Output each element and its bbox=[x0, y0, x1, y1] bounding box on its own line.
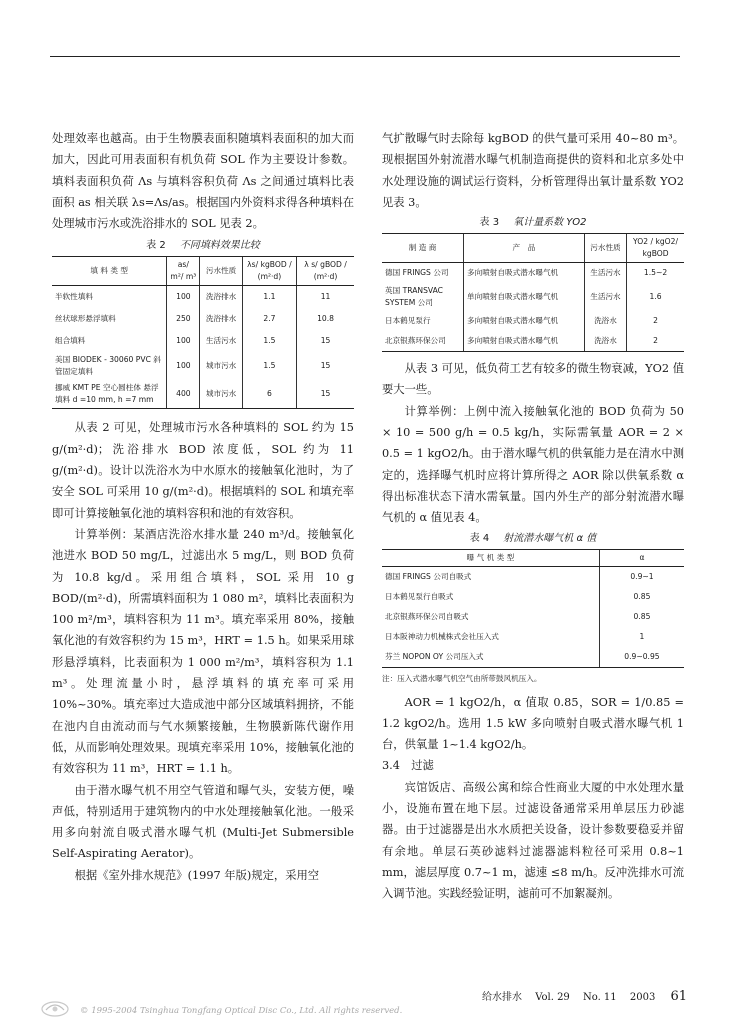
table-row bbox=[382, 283, 684, 311]
table-cell: 1.5 bbox=[242, 330, 296, 352]
table-row bbox=[382, 587, 684, 607]
paragraph: 计算举例：上例中流入接触氧化池的 BOD 负荷为 50 × 10 = 500 g/h = 0.5 kg/h，实际需氧量 AOR = 2 × 0.5 = 1 kgO2/h。由于潜水曝气机的供氧能力是在清水中测定的，选择曝气机时应将计算所得之 AOR 除以供氧系数 α 得出标准状态下清水需氧量。国内外生产的部分射流潜水曝气机的 α 值见表 4。 bbox=[382, 404, 684, 525]
publisher-logo-icon bbox=[40, 998, 70, 1018]
section-heading: 3.4 过滤 bbox=[382, 759, 434, 773]
table-row bbox=[382, 331, 684, 352]
table-row bbox=[382, 627, 684, 647]
left-column bbox=[52, 128, 354, 886]
table3-header: YO2 / kgO2/ kgBOD bbox=[627, 234, 684, 263]
table-cell: 生活污水 bbox=[200, 330, 242, 352]
table-row bbox=[52, 352, 354, 380]
table-cell: 6 bbox=[242, 380, 296, 409]
table-cell: 城市污水 bbox=[200, 352, 242, 380]
table4-header: 曝 气 机 类 型 bbox=[382, 549, 599, 566]
table2-header: 污水性质 bbox=[200, 257, 242, 286]
table-row bbox=[52, 380, 354, 409]
table-cell: 15 bbox=[297, 330, 354, 352]
table-cell: 日本鹤见泵行 bbox=[385, 316, 431, 326]
table4-note: 注：压入式潜水曝气机空气由所带鼓风机压入。 bbox=[382, 673, 542, 683]
table-row bbox=[382, 647, 684, 668]
table-cell: 1.5 bbox=[242, 352, 296, 380]
table-cell: 德国 FRINGS 公司自吸式 bbox=[385, 571, 472, 581]
table-cell: 多向喷射自吸式潜水曝气机 bbox=[464, 331, 585, 352]
table-cell: 洗浴水 bbox=[584, 311, 626, 331]
table-cell: 城市污水 bbox=[200, 380, 242, 409]
table-cell: 2 bbox=[627, 331, 684, 352]
copyright-notice: © 1995-2004 Tsinghua Tongfang Optical Disc Co., Ltd. All rights reserved. bbox=[80, 1006, 403, 1016]
table-cell: 2.7 bbox=[242, 308, 296, 330]
table-cell: 100 bbox=[167, 286, 200, 309]
journal-year: 2003 bbox=[629, 992, 656, 1003]
table-cell: 0.85 bbox=[599, 607, 684, 627]
table2-header: λ s/ gBOD / (m²·d) bbox=[297, 257, 354, 286]
table-row bbox=[382, 263, 684, 284]
table-row bbox=[382, 607, 684, 627]
table3-header: 制 造 商 bbox=[382, 234, 464, 263]
journal-name: 给水排水 bbox=[482, 992, 522, 1003]
table-cell: 15 bbox=[297, 380, 354, 409]
table-cell: 1.6 bbox=[627, 283, 684, 311]
paragraph: 根据《室外排水规范》(1997 年版)规定，采用空 bbox=[74, 868, 320, 882]
table-cell: 洗浴排水 bbox=[200, 286, 242, 309]
table-cell: 德国 FRINGS 公司 bbox=[385, 268, 449, 278]
table-cell: 生活污水 bbox=[584, 263, 626, 284]
journal-number: No. 11 bbox=[582, 992, 617, 1003]
paragraph: 宾馆饭店、高级公寓和综合性商业大厦的中水处理水量小，设施布置在地下层。过滤设备通常采用单层压力砂滤器。由于过滤器是出水水质把关设备，设计参数要稳妥并留有余地。单层石英砂滤料过滤器滤料粒径可采用 0.8~1 mm，滤层厚度 0.7~1 m，滤速 ≤8 m/h。反冲洗排水可流入调节池。实践经验证明，滤前可不加絮凝剂。 bbox=[382, 780, 684, 901]
journal-volume: Vol. 29 bbox=[535, 992, 570, 1003]
paragraph: 从表 2 可见，处理城市污水各种填料的 SOL 约为 15 g/(m²·d)；洗浴排水 BOD 浓度低，SOL 约为 11 g/(m²·d)。设计以洗浴水为中水原水的接触氧化池时，为了安全 SOL 可采用 10 g/(m²·d)。根据填料的 SOL 和填充率即可计算接触氧化池的填料容积和池的有效容积。 bbox=[52, 421, 354, 520]
table-cell: 多向喷射自吸式潜水曝气机 bbox=[464, 263, 585, 284]
table-cell: 15 bbox=[297, 352, 354, 380]
table2-caption bbox=[52, 236, 354, 256]
table2-header: 填 料 类 型 bbox=[52, 257, 167, 286]
table2 bbox=[52, 256, 354, 409]
table4-title: 射流潜水曝气机 α 值 bbox=[503, 532, 597, 544]
table2-header: as/ m²/ m³ bbox=[167, 257, 200, 286]
table4-number: 表 4 bbox=[469, 532, 490, 544]
table-cell: 北京银燕环保公司 bbox=[382, 331, 464, 352]
table-cell: 半软性填料 bbox=[55, 292, 93, 302]
table2-number: 表 2 bbox=[146, 240, 166, 252]
paragraph: 由于潜水曝气机不用空气管道和曝气头，安装方便，噪声低，特别适用于建筑物内的中水处理接触氧化池。一般采用多向射流自吸式潜水曝气机 (Multi-Jet Submersible Self-Aspirating Aerator)。 bbox=[52, 783, 354, 861]
table-row bbox=[52, 308, 354, 330]
table-cell: 11 bbox=[297, 286, 354, 309]
table-cell: 0.9~1 bbox=[599, 566, 684, 587]
table-cell: 2 bbox=[627, 311, 684, 331]
table3-caption bbox=[382, 213, 684, 233]
table-cell: 250 bbox=[167, 308, 200, 330]
table-cell: 0.85 bbox=[599, 587, 684, 607]
table-cell: 洗浴排水 bbox=[200, 308, 242, 330]
table-cell: 日本阪神动力机械株式会社压入式 bbox=[385, 631, 499, 641]
paragraph: 处理效率也越高。由于生物膜表面积随填料表面积的加大而加大，因此可用表面积有机负荷 SOL 作为主要设计参数。填料表面积负荷 Λs 与填料容积负荷 Λs 之间通过填料比表面积 as 相关联 λs=Λs/as。根据国内外资料求得各种填料在处理城市污水或洗浴排水的 SOL 见表 2。 bbox=[52, 132, 354, 231]
table-cell: 组合填料 bbox=[55, 336, 86, 346]
table-cell: 丝状球形悬浮填料 bbox=[55, 314, 116, 324]
table-cell: 美国 BIODEK - 30060 PVC 斜管固定填料 bbox=[55, 355, 161, 377]
table4 bbox=[382, 549, 684, 668]
table-cell: 多向喷射自吸式潜水曝气机 bbox=[464, 311, 585, 331]
paragraph: 从表 3 可见，低负荷工艺有较多的微生物衰减，YO2 值要大一些。 bbox=[382, 362, 684, 397]
table-cell: 1.5~2 bbox=[627, 263, 684, 284]
table4-caption bbox=[382, 529, 684, 549]
table-cell: 0.9~0.95 bbox=[599, 647, 684, 668]
table-cell: 生活污水 bbox=[584, 283, 626, 311]
header-rule bbox=[50, 56, 680, 57]
table-row bbox=[52, 330, 354, 352]
table-cell: 单向喷射自吸式潜水曝气机 bbox=[464, 283, 585, 311]
table-cell: 1 bbox=[599, 627, 684, 647]
table-cell: 1.1 bbox=[242, 286, 296, 309]
right-column bbox=[382, 128, 684, 905]
table-cell: 100 bbox=[167, 330, 200, 352]
table3 bbox=[382, 233, 684, 352]
table-cell: 日本鹤见泵行自吸式 bbox=[385, 591, 454, 601]
table-cell: 10.8 bbox=[297, 308, 354, 330]
table3-header: 污水性质 bbox=[584, 234, 626, 263]
table3-header: 产 品 bbox=[464, 234, 585, 263]
table3-title: 氧计量系数 YO2 bbox=[513, 217, 587, 229]
table3-number: 表 3 bbox=[479, 217, 500, 229]
table-cell: 英国 TRANSVAC SYSTEM 公司 bbox=[385, 286, 443, 308]
table2-title: 不同填料效果比较 bbox=[179, 240, 260, 252]
table-cell: 100 bbox=[167, 352, 200, 380]
table-cell: 挪威 KMT PE 空心圆柱体 悬浮填料 d =10 mm, h =7 mm bbox=[52, 380, 167, 409]
table4-header: α bbox=[599, 549, 684, 566]
table-cell: 洗浴水 bbox=[584, 331, 626, 352]
table-row bbox=[52, 286, 354, 309]
page-number: 61 bbox=[670, 989, 688, 1004]
table-cell: 芬兰 NOPON OY 公司压入式 bbox=[382, 647, 599, 668]
table-cell: 400 bbox=[167, 380, 200, 409]
paragraph: 计算举例：某酒店洗浴水排水量 240 m³/d。接触氧化池进水 BOD 50 mg/L，过滤出水 5 mg/L，则 BOD 负荷为 10.8 kg/d。采用组合填料，SOL 采用 10 g BOD/(m²·d)，所需填料面积为 1 080 m²，填料比表面积为 100 m²/m³，填料容积为 11 m³。填充率采用 80%，接触氧化池的有效容积约为 15 m³，HRT = 1.5 h。如果采用球形悬浮填料，比表面积为 1 000 m²/m³，填料容积为 1.1 m³。处理流量小时，悬浮填料的填充率可采用 10%~30%。填充率过大造成池中部分区域填料拥挤，不能在池内自由流动而与气水频繁接触，生物膜新陈代谢作用低，从而影响处理效果。现填充率采用 10%，接触氧化池的有效容积为 11 m³，HRT = 1.1 h。 bbox=[52, 527, 354, 776]
table-row bbox=[382, 566, 684, 587]
paragraph: AOR = 1 kgO2/h，α 值取 0.85，SOR = 1/0.85 = 1.2 kgO2/h。选用 1.5 kW 多向喷射自吸式潜水曝气机 1 台，供氧量 1~1.4 kgO2/h。 bbox=[382, 695, 684, 752]
paragraph: 气扩散曝气时去除每 kgBOD 的供气量可采用 40~80 m³。现根据国外射流潜水曝气机制造商提供的资料和北京多处中水处理设施的调试运行资料，分析管理得出氧计量系数 YO2 见表 3。 bbox=[382, 132, 684, 209]
table2-header: λs/ kgBOD / (m²·d) bbox=[242, 257, 296, 286]
table-cell: 北京银燕环保公司自吸式 bbox=[385, 611, 469, 621]
table-row bbox=[382, 311, 684, 331]
journal-footer bbox=[482, 988, 697, 1004]
